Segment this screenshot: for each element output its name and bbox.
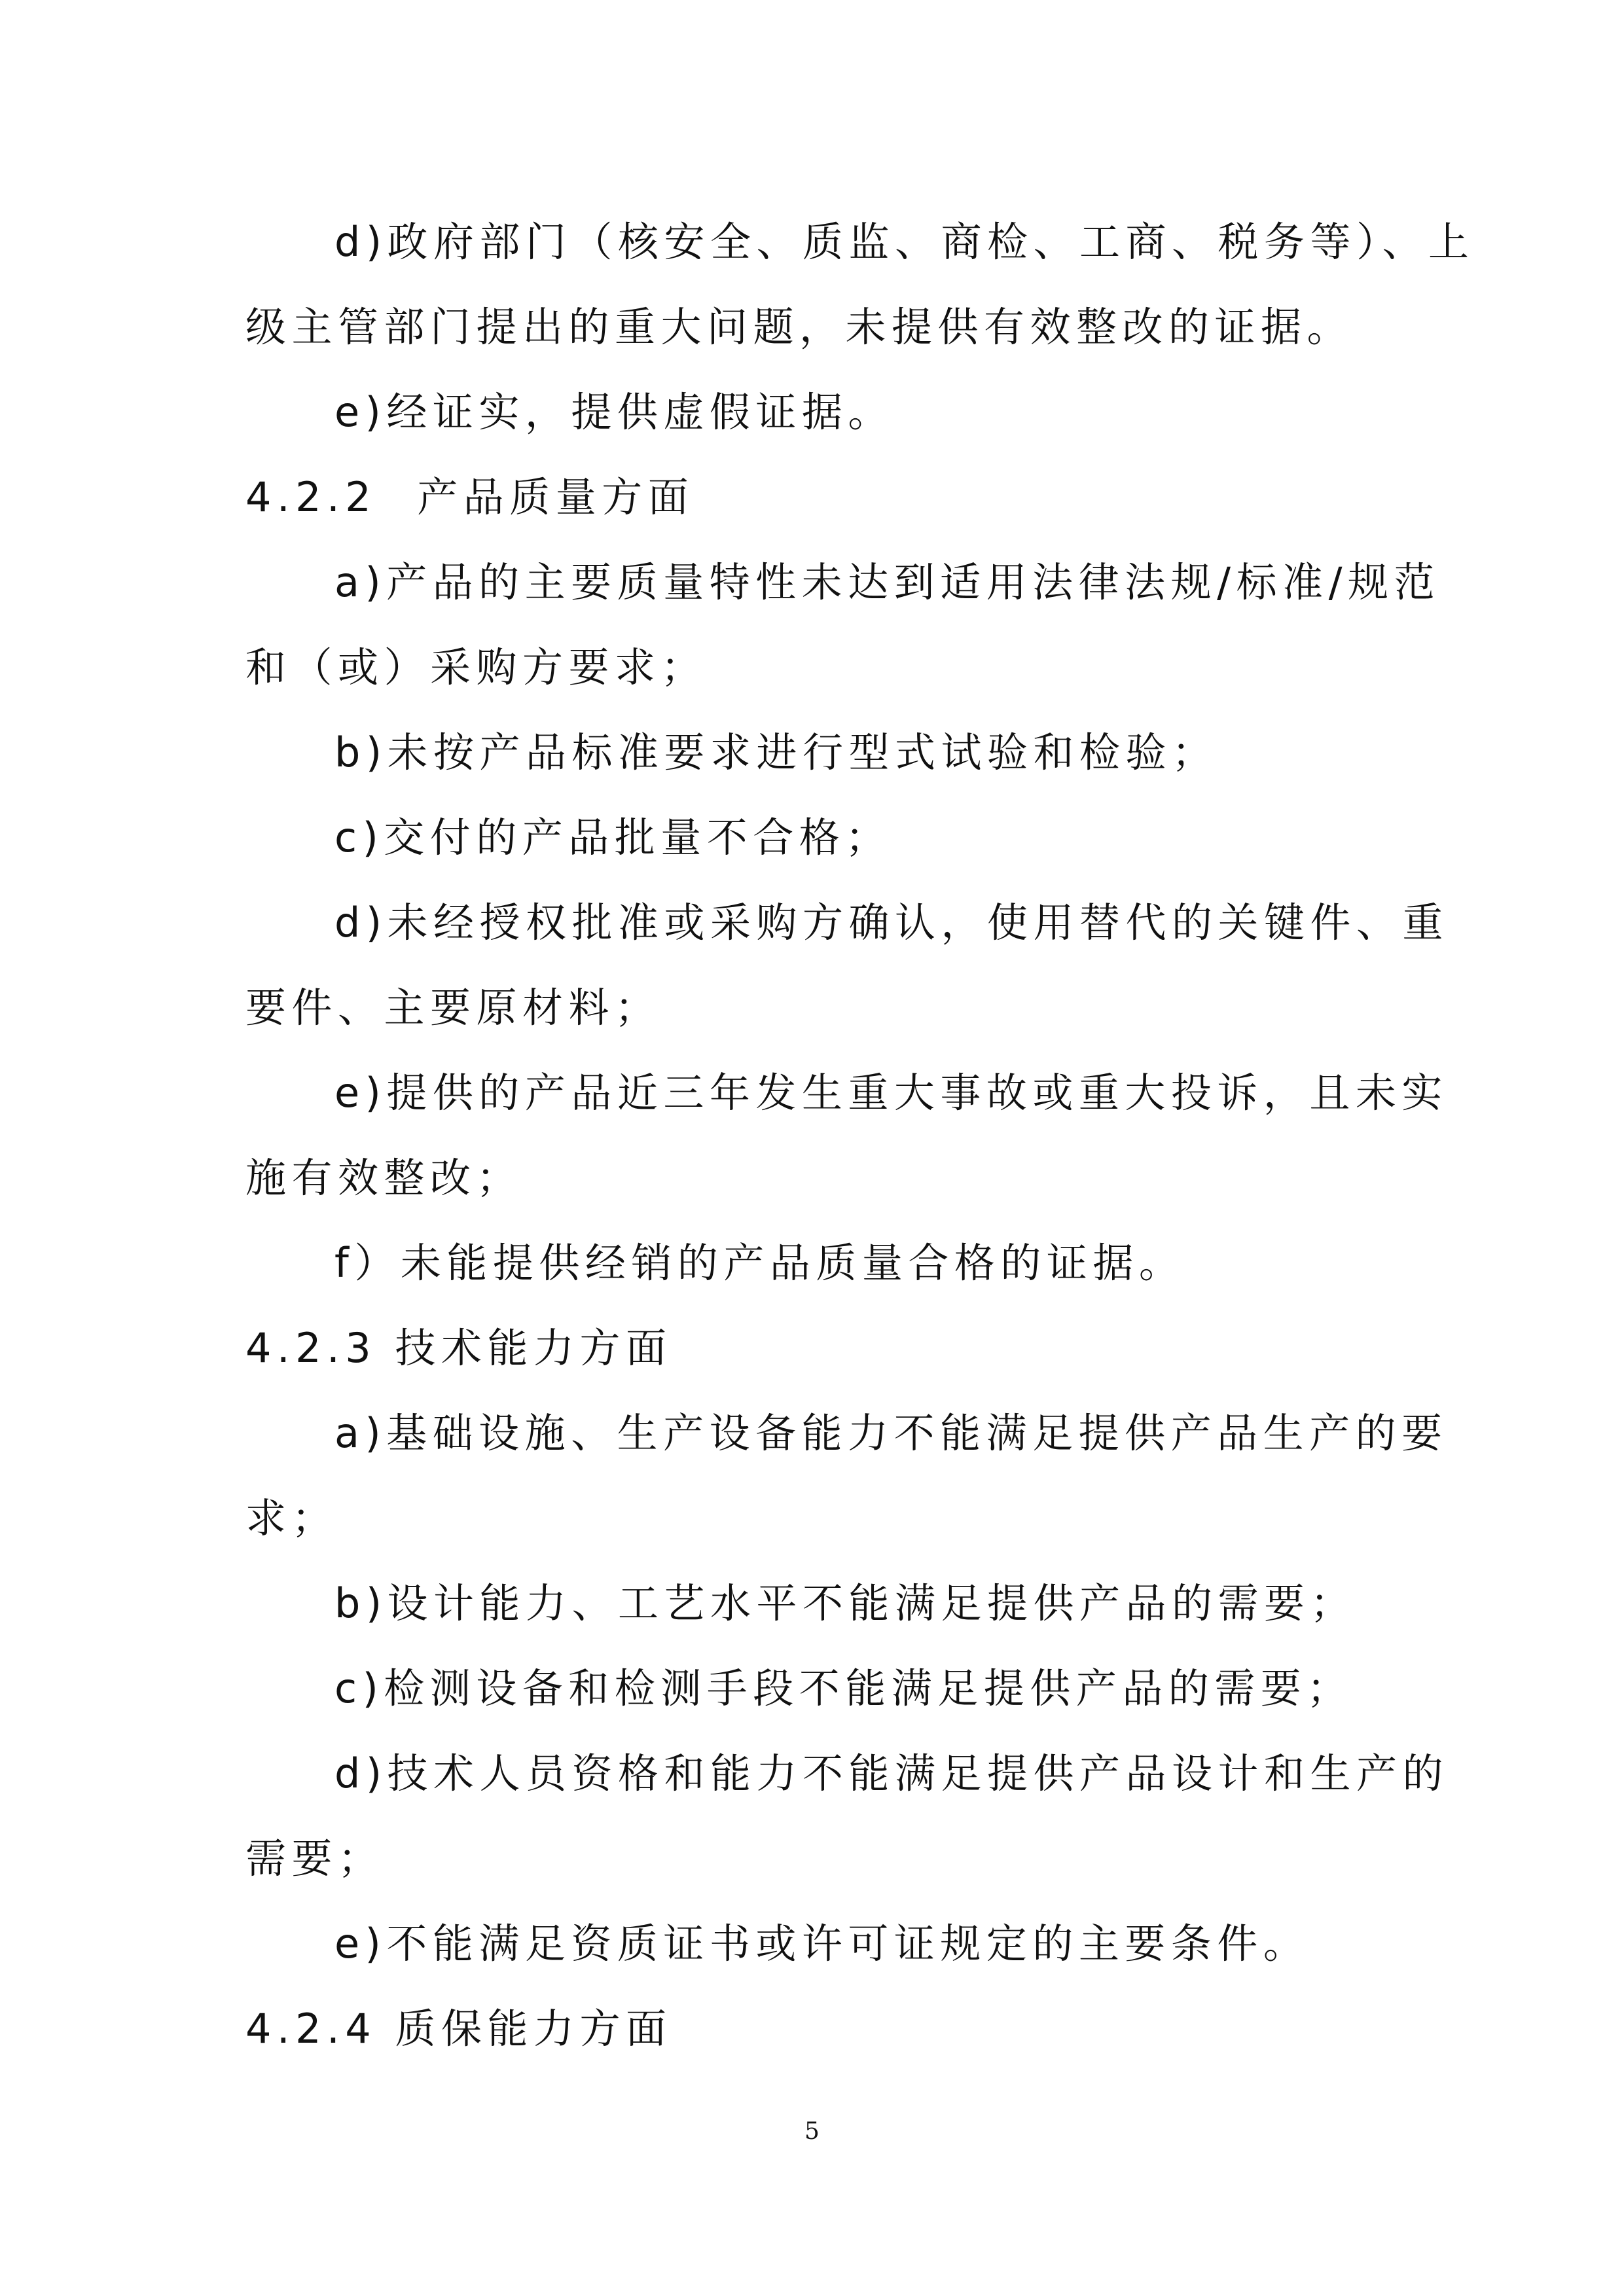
text-line: a)基础设施、生产设备能力不能满足提供产品生产的要 [334, 1409, 1448, 1457]
text-line: c)检测设备和检测手段不能满足提供产品的需要； [334, 1664, 1353, 1712]
document-body [245, 200, 1475, 2072]
text-line: 求； [245, 1494, 338, 1542]
text-line: d)未经授权批准或采购方确认，使用替代的关键件、重 [334, 899, 1449, 946]
section-heading-4-2-2 [245, 455, 1398, 540]
text-line: c)交付的产品批量不合格； [334, 814, 892, 861]
text-line: 要件、主要原材料； [245, 984, 661, 1031]
text-line: e)提供的产品近三年发生重大事故或重大投诉，且未实 [334, 1069, 1448, 1117]
text-line: e)经证实，提供虚假证据。 [334, 388, 894, 436]
text-line: 级主管部门提出的重大问题，未提供有效整改的证据。 [245, 303, 1354, 351]
text-line: e)不能满足资质证书或许可证规定的主要条件。 [334, 1920, 1310, 1967]
text-line: 需要； [245, 1835, 384, 1882]
text-line: d)技术人员资格和能力不能满足提供产品设计和生产的 [334, 1749, 1449, 1797]
text-line: f）未能提供经销的产品质量合格的证据。 [334, 1239, 1185, 1287]
page-number: 5 [804, 2118, 820, 2145]
text-line: 施有效整改； [245, 1154, 523, 1202]
text-line: b)设计能力、工艺水平不能满足提供产品的需要； [334, 1579, 1357, 1627]
text-line: a)产品的主要质量特性未达到适用法律法规/标准/规范 [334, 558, 1440, 606]
text-line: 和（或）采购方要求； [245, 643, 708, 691]
text-line: d)政府部门（核安全、质监、商检、工商、税务等）、上 [334, 218, 1475, 266]
section-heading-4-2-4: 4.2.4 质保能力方面 [245, 2005, 672, 2053]
section-title: 产品质量方面 [417, 473, 695, 521]
section-number: 4.2.2 [245, 473, 377, 521]
section-heading-4-2-3: 4.2.3 技术能力方面 [245, 1324, 672, 1372]
text-line: b)未按产品标准要求进行型式试验和检验； [334, 728, 1218, 776]
